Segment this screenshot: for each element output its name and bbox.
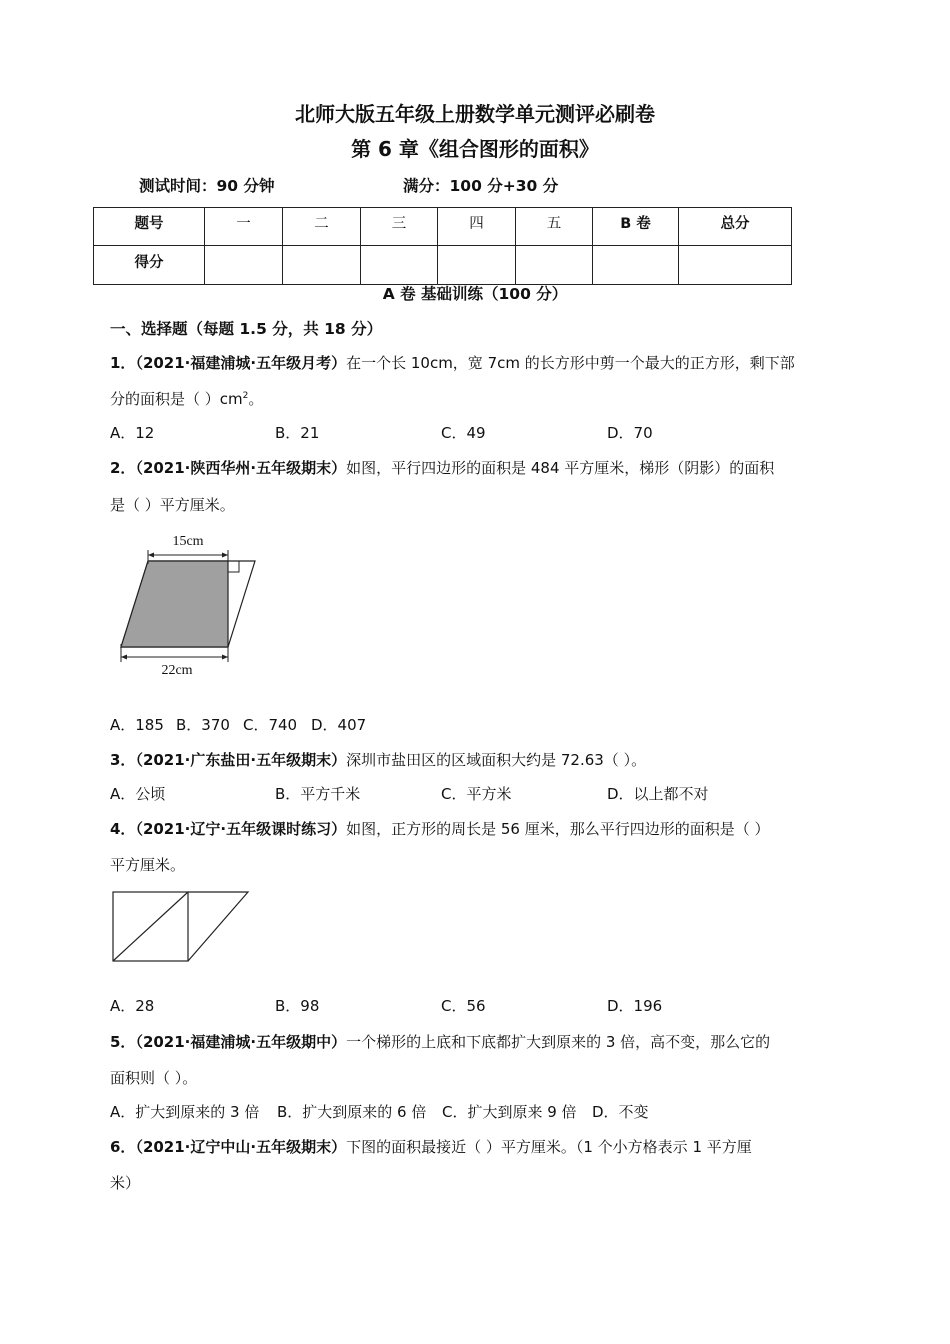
trapezoid-shaded: [121, 561, 228, 647]
option-c[interactable]: C．56: [441, 997, 486, 1015]
question-2-line1: [110, 457, 774, 478]
question-number: 6．: [110, 1138, 136, 1156]
option-b[interactable]: B．21: [275, 424, 320, 442]
question-number: 3．: [110, 751, 136, 769]
option-d[interactable]: D．70: [607, 424, 653, 442]
option-b[interactable]: B．98: [275, 997, 320, 1015]
question-source: （2021·福建浦城·五年级期中）: [135, 1033, 347, 1051]
question-1-line1: [110, 352, 795, 373]
score-table-header-row: [94, 208, 792, 246]
option-a[interactable]: A．扩大到原来的 3 倍: [110, 1103, 260, 1121]
score-header-cell: 题号: [94, 208, 205, 246]
option-a[interactable]: A．公顷: [110, 785, 166, 803]
parallelogram-trapezoid-figure: [112, 528, 264, 680]
arrow-head: [121, 655, 127, 660]
option-b[interactable]: B．平方千米: [275, 785, 361, 803]
chapter-title: 第 6 章《组合图形的面积》: [351, 137, 599, 161]
question-text: 深圳市盐田区的区域面积大约是 72.63（ ）。: [346, 751, 647, 769]
option-d[interactable]: D．196: [607, 997, 663, 1015]
arrow-head: [148, 553, 154, 558]
question-2-line2: 是（ ）平方厘米。: [110, 496, 235, 514]
section-a-heading: A 卷 基础训练（100 分）: [382, 285, 568, 303]
score-cell[interactable]: [516, 246, 593, 285]
score-cell[interactable]: [438, 246, 516, 285]
score-header-cell: 二: [283, 208, 361, 246]
test-time: 测试时间：90 分钟: [139, 177, 275, 195]
score-cell[interactable]: [679, 246, 792, 285]
option-b[interactable]: B．扩大到原来的 6 倍: [277, 1103, 427, 1121]
question-source: （2021·广东盐田·五年级期末）: [135, 751, 347, 769]
bottom-dimension-label: 22cm: [161, 663, 193, 678]
right-angle-mark: [228, 561, 239, 572]
option-d[interactable]: D．不变: [592, 1103, 649, 1121]
question-3-line1: [110, 749, 646, 770]
superscript: 2: [242, 391, 249, 401]
document-title: 北师大版五年级上册数学单元测评必刷卷: [295, 102, 655, 126]
option-d[interactable]: D．407: [311, 716, 367, 734]
question-number: 1．: [110, 354, 136, 372]
full-score: 满分：100 分+30 分: [403, 177, 559, 195]
option-a[interactable]: A．12: [110, 424, 155, 442]
question-text: 在一个长 10cm，宽 7cm 的长方形中剪一个最大的正方形，剩下部: [346, 354, 795, 372]
question-number: 2．: [110, 459, 136, 477]
parallelogram-extension: [188, 892, 248, 961]
score-cell[interactable]: [283, 246, 361, 285]
arrow-head: [222, 553, 228, 558]
question-number: 5．: [110, 1033, 136, 1051]
option-c[interactable]: C．740: [243, 716, 298, 734]
arrow-head: [222, 655, 228, 660]
score-header-cell: 三: [361, 208, 438, 246]
question-6-line2: 米）: [110, 1174, 141, 1192]
square-parallelogram-figure: [108, 888, 252, 964]
top-dimension-label: 15cm: [172, 534, 204, 549]
score-header-cell: B 卷: [593, 208, 679, 246]
question-1-line2: [110, 388, 263, 409]
score-header-cell: 四: [438, 208, 516, 246]
question-source: （2021·福建浦城·五年级月考）: [135, 354, 347, 372]
question-text: 一个梯形的上底和下底都扩大到原来的 3 倍，高不变，那么它的: [346, 1033, 771, 1051]
question-text: 下图的面积最接近（ ）平方厘米。（1 个小方格表示 1 平方厘: [346, 1138, 752, 1156]
score-cell[interactable]: [593, 246, 679, 285]
question-4-line1: [110, 818, 770, 839]
question-text: 如图，正方形的周长是 56 厘米，那么平行四边形的面积是（ ）: [346, 820, 770, 838]
score-row-label: 得分: [94, 246, 205, 285]
question-source: （2021·陕西华州·五年级期末）: [135, 459, 347, 477]
score-cell[interactable]: [205, 246, 283, 285]
question-4-line2: 平方厘米。: [110, 856, 186, 874]
question-source: （2021·辽宁·五年级课时练习）: [135, 820, 347, 838]
question-6-line1: [110, 1136, 752, 1157]
option-d[interactable]: D．以上都不对: [607, 785, 709, 803]
diagonal-line: [113, 892, 188, 961]
question-text: 如图，平行四边形的面积是 484 平方厘米，梯形（阴影）的面积: [346, 459, 775, 477]
question-text: 。: [248, 390, 264, 408]
option-a[interactable]: A．185: [110, 716, 164, 734]
section-1-heading: 一、选择题（每题 1.5 分，共 18 分）: [110, 320, 383, 338]
question-text: 分的面积是（ ）cm: [110, 390, 243, 408]
question-number: 4．: [110, 820, 136, 838]
option-c[interactable]: C．49: [441, 424, 486, 442]
score-table-score-row: [94, 246, 792, 285]
question-5-line2: 面积则（ ）。: [110, 1069, 198, 1087]
score-table: [93, 207, 792, 285]
option-c[interactable]: C．扩大到原来 9 倍: [442, 1103, 577, 1121]
score-header-cell: 五: [516, 208, 593, 246]
question-5-line1: [110, 1031, 770, 1052]
score-header-cell: 一: [205, 208, 283, 246]
question-source: （2021·辽宁中山·五年级期末）: [135, 1138, 347, 1156]
score-cell[interactable]: [361, 246, 438, 285]
option-c[interactable]: C．平方米: [441, 785, 512, 803]
option-a[interactable]: A．28: [110, 997, 155, 1015]
option-b[interactable]: B．370: [176, 716, 230, 734]
score-header-cell: 总分: [679, 208, 792, 246]
